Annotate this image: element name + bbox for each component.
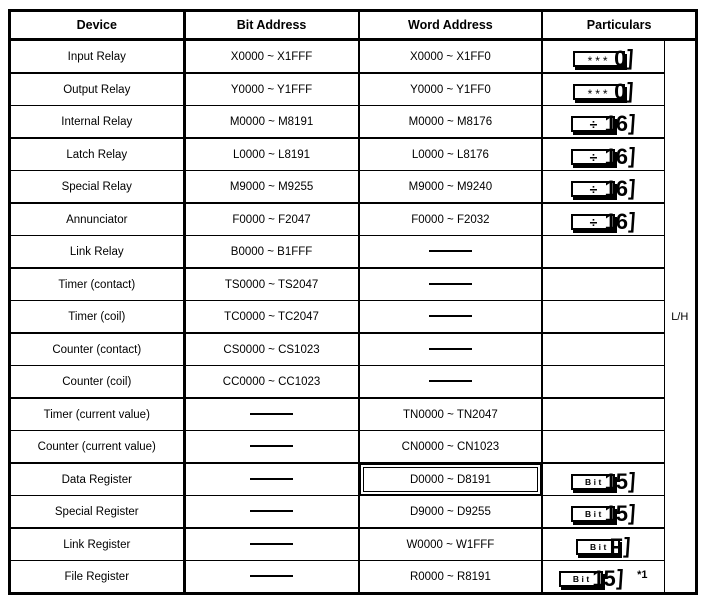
icon-number: 16: [604, 143, 627, 169]
bit-f-icon: [576, 533, 630, 558]
device-cell: Data Register: [10, 463, 185, 496]
icon-box: Bit: [571, 506, 615, 522]
device-cell: Special Register: [10, 496, 185, 529]
device-cell: Annunciator: [10, 203, 185, 236]
icon-box: ÷: [571, 214, 615, 230]
table-row: [10, 431, 697, 464]
header-device: Device: [10, 11, 185, 40]
particulars-cell: [542, 236, 664, 269]
no-address-dash: [429, 348, 472, 350]
particulars-cell: [542, 366, 664, 399]
lh-side-label: L/H: [664, 40, 697, 594]
icon-number: 15: [592, 565, 615, 591]
word-address-cell: F0000 ~ F2032: [359, 203, 543, 236]
no-address-dash: [250, 445, 293, 447]
device-cell: Timer (current value): [10, 398, 185, 431]
icon-bracket: ]: [615, 565, 625, 591]
table-row: [10, 171, 697, 204]
divide-by-16-icon: [571, 110, 635, 135]
bit-address-cell: [184, 398, 359, 431]
word-address-cell: W0000 ~ W1FFF: [359, 528, 543, 561]
table-row: [10, 496, 697, 529]
device-cell: Input Relay: [10, 40, 185, 74]
particulars-cell: [542, 301, 664, 334]
bit-address-cell: B0000 ~ B1FFF: [184, 236, 359, 269]
table-row: [10, 398, 697, 431]
no-address-dash: [429, 315, 472, 317]
particulars-cell: [542, 561, 664, 594]
icon-bracket: ]: [627, 468, 637, 494]
bit-address-cell: [184, 431, 359, 464]
bit-address-cell: Y0000 ~ Y1FFF: [184, 73, 359, 106]
icon-number: 15: [604, 468, 627, 494]
table-row: [10, 528, 697, 561]
icon-bracket: ]: [627, 208, 637, 234]
device-cell: Internal Relay: [10, 106, 185, 139]
device-cell: Link Relay: [10, 236, 185, 269]
table-row: [10, 333, 697, 366]
no-address-dash: [250, 575, 293, 577]
icon-number: 15: [604, 500, 627, 526]
device-cell: Output Relay: [10, 73, 185, 106]
particulars-cell: [542, 398, 664, 431]
word-address-cell: M0000 ~ M8176: [359, 106, 543, 139]
bit-address-cell: CC0000 ~ CC1023: [184, 366, 359, 399]
particulars-cell: [542, 463, 664, 496]
icon-box: Bit: [559, 571, 603, 587]
table-row: [10, 40, 697, 74]
word-address-value: D0000 ~ D8191: [409, 473, 491, 486]
icon-bracket: ]: [627, 110, 637, 136]
particulars-cell: [542, 203, 664, 236]
icon-number: 16: [604, 208, 627, 234]
icon-number: F: [609, 533, 622, 559]
particulars-cell: [542, 496, 664, 529]
bit-15-icon: [571, 468, 635, 493]
header-row: [10, 11, 697, 40]
device-cell: Latch Relay: [10, 138, 185, 171]
particulars-cell: [542, 528, 664, 561]
device-cell: Counter (contact): [10, 333, 185, 366]
word-address-cell: CN0000 ~ CN1023: [359, 431, 543, 464]
icon-bracket: ]: [627, 143, 637, 169]
word-address-cell: D9000 ~ D9255: [359, 496, 543, 529]
table-row: [10, 203, 697, 236]
device-cell: Link Register: [10, 528, 185, 561]
no-address-dash: [429, 250, 472, 252]
device-address-table: [8, 9, 698, 595]
bit-address-cell: [184, 463, 359, 496]
divide-by-16-icon: [571, 208, 635, 233]
table-row: [10, 301, 697, 334]
icon-box: ÷: [571, 149, 615, 165]
bit-15-icon: [571, 500, 635, 525]
word-address-cell: L0000 ~ L8176: [359, 138, 543, 171]
table-row: [10, 73, 697, 106]
icon-bracket: ]: [622, 533, 632, 559]
icon-bracket: ]: [626, 45, 635, 71]
word-address-cell: TN0000 ~ TN2047: [359, 398, 543, 431]
table-row: [10, 138, 697, 171]
icon-box: ÷: [571, 116, 615, 132]
bit-address-cell: X0000 ~ X1FFF: [184, 40, 359, 74]
word-address-cell: Y0000 ~ Y1FF0: [359, 73, 543, 106]
word-address-cell: [359, 301, 543, 334]
particulars-cell: [542, 138, 664, 171]
device-cell: Counter (current value): [10, 431, 185, 464]
no-address-dash: [429, 283, 472, 285]
icon-box: Bit: [571, 474, 615, 490]
no-address-dash: [250, 510, 293, 512]
bit-address-cell: L0000 ~ L8191: [184, 138, 359, 171]
no-address-dash: [250, 543, 293, 545]
no-address-dash: [250, 478, 293, 480]
divide-by-16-icon: [571, 175, 635, 200]
device-cell: Special Relay: [10, 171, 185, 204]
bit-address-cell: M9000 ~ M9255: [184, 171, 359, 204]
icon-bracket: ]: [627, 175, 637, 201]
particulars-cell: [542, 431, 664, 464]
last-digit-zero-icon: [573, 45, 634, 70]
table-row: [10, 268, 697, 301]
bit-address-cell: [184, 561, 359, 594]
icon-number: 16: [604, 110, 627, 136]
last-digit-zero-icon: [573, 78, 634, 103]
bit-address-cell: M0000 ~ M8191: [184, 106, 359, 139]
word-address-cell: M9000 ~ M9240: [359, 171, 543, 204]
header-bit-address: Bit Address: [184, 11, 359, 40]
particulars-cell: [542, 73, 664, 106]
particulars-cell: [542, 268, 664, 301]
particulars-cell: [542, 171, 664, 204]
particulars-cell: [542, 40, 664, 74]
particulars-cell: [542, 333, 664, 366]
table-row: [10, 463, 697, 496]
icon-number: 16: [604, 175, 627, 201]
device-cell: Counter (coil): [10, 366, 185, 399]
icon-bracket: ]: [627, 500, 637, 526]
no-address-dash: [250, 413, 293, 415]
bit-15-icon: [559, 565, 623, 590]
word-address-cell-highlighted: [359, 463, 543, 496]
bit-address-cell: F0000 ~ F2047: [184, 203, 359, 236]
bit-address-cell: TC0000 ~ TC2047: [184, 301, 359, 334]
bit-address-cell: [184, 528, 359, 561]
icon-number: 0: [614, 45, 626, 71]
device-cell: Timer (coil): [10, 301, 185, 334]
icon-bracket: ]: [626, 78, 635, 104]
word-address-cell: [359, 236, 543, 269]
bit-address-cell: TS0000 ~ TS2047: [184, 268, 359, 301]
word-address-cell: R0000 ~ R8191: [359, 561, 543, 594]
particulars-cell: [542, 106, 664, 139]
table-row: [10, 366, 697, 399]
icon-box: ÷: [571, 181, 615, 197]
device-cell: File Register: [10, 561, 185, 594]
header-word-address: Word Address: [359, 11, 543, 40]
bit-address-cell: [184, 496, 359, 529]
icon-box: ***: [573, 84, 625, 100]
device-cell: Timer (contact): [10, 268, 185, 301]
word-address-cell: [359, 268, 543, 301]
table-row: [10, 106, 697, 139]
word-address-cell: [359, 333, 543, 366]
icon-box: ***: [573, 51, 625, 67]
icon-box: Bit: [576, 539, 620, 555]
bit-address-cell: CS0000 ~ CS1023: [184, 333, 359, 366]
icon-number: 0: [614, 78, 626, 104]
word-address-cell: [359, 366, 543, 399]
no-address-dash: [429, 380, 472, 382]
footnote-reference: *1: [637, 568, 648, 581]
table-row: [10, 561, 697, 594]
table-row: [10, 236, 697, 269]
divide-by-16-icon: [571, 143, 635, 168]
header-particulars: Particulars: [542, 11, 696, 40]
word-address-cell: X0000 ~ X1FF0: [359, 40, 543, 74]
